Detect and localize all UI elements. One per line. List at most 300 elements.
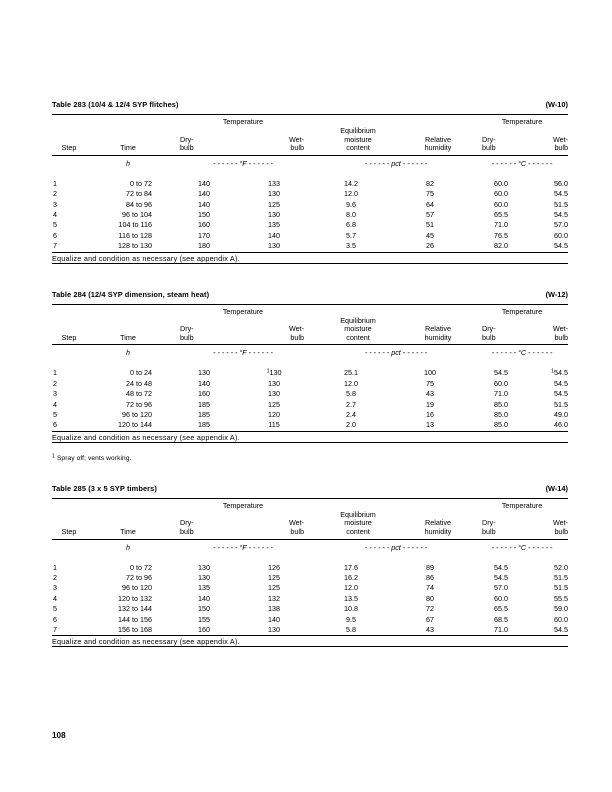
cell-dry-bulb-f: 130 [198, 573, 210, 583]
cell-wet-bulb-c: 54.5 [554, 210, 569, 219]
cell-wet-bulb-f: 133 [268, 178, 280, 188]
header-dry-bulb-f-line2: bulb [180, 332, 194, 342]
cell-dry-bulb-c: 85.0 [494, 399, 509, 409]
cell-wet-bulb-c: 54.5 [554, 189, 569, 199]
cell-wet-bulb-f: 130 [268, 189, 280, 199]
cell-wet-bulb-c: 56.0 [554, 178, 569, 188]
cell-dry-bulb-f: 140 [198, 178, 210, 188]
table-283-equalize-note: Equalize and condition as necessary (see appendix A). [52, 253, 240, 263]
cell-wet-bulb-f: 130 [268, 241, 280, 251]
cell-emc: 5.8 [346, 625, 357, 635]
units-fahrenheit: - - - - - - °F - - - - - - [213, 348, 273, 358]
table-gap [52, 264, 568, 290]
cell-emc: 6.8 [346, 220, 357, 230]
header-emc [316, 317, 400, 345]
header-emc-line2: moisture [344, 518, 372, 528]
cell-wet-bulb-c: 59.0 [554, 604, 569, 614]
cell-wet-bulb-c: 51.5 [554, 583, 569, 593]
header-wet-bulb-f-line2: bulb [290, 527, 305, 537]
table-285-equalize-note: Equalize and condition as necessary (see appendix A). [52, 637, 240, 647]
cell-wet-bulb-f: 125 [268, 199, 280, 209]
table-283-header-row [52, 127, 568, 155]
cell-step: 1 [53, 562, 57, 572]
header-temperature-c: Temperature [501, 500, 543, 510]
cell-rh: 72 [426, 604, 435, 614]
cell-wet-bulb-c-value: 54.5 [554, 368, 569, 378]
cell-rh: 16 [426, 410, 435, 420]
spacer-cell [86, 115, 170, 127]
table-row [52, 583, 568, 593]
cell-emc: 2.7 [346, 399, 357, 409]
cell-dry-bulb-f: 140 [198, 378, 210, 388]
cell-step: 5 [53, 604, 57, 614]
cell-rh: 43 [426, 389, 435, 399]
footnote-marker: 1 [551, 368, 555, 375]
header-wet-bulb-f [238, 511, 316, 539]
cell-emc: 13.5 [344, 593, 359, 603]
cell-dry-bulb-c: 65.5 [494, 210, 509, 219]
table-row [52, 241, 568, 251]
cell-step: 3 [53, 583, 57, 593]
cell-step: 7 [53, 625, 57, 635]
header-time: Time [120, 332, 136, 342]
cell-step: 2 [53, 189, 57, 199]
table-284-units-row [52, 345, 568, 360]
table-284 [52, 305, 568, 345]
header-rh-line2: humidity [424, 143, 452, 153]
cell-dry-bulb-c: 85.0 [494, 410, 509, 420]
header-emc-line1: Equilibrium [340, 126, 376, 135]
header-emc-line2: moisture [344, 134, 372, 144]
cell-rh: 75 [426, 378, 435, 388]
cell-dry-bulb-c: 65.5 [494, 604, 509, 614]
cell-dry-bulb-f: 155 [198, 614, 210, 624]
table-284-code: (W-12) [545, 289, 568, 299]
table-283-group-header-row [52, 115, 568, 127]
cell-rh: 74 [426, 583, 435, 593]
header-wet-bulb-c-line2: bulb [554, 527, 569, 537]
table-285 [52, 499, 568, 539]
cell-rh: 19 [426, 399, 435, 409]
cell-time: 128 to 130 [118, 241, 152, 251]
cell-time: 96 to 120 [122, 410, 152, 420]
cell-emc: 12.0 [344, 583, 359, 593]
header-wet-bulb-c-line1: Wet- [552, 134, 569, 144]
cell-step: 3 [53, 389, 57, 399]
table-row [52, 555, 568, 573]
cell-dry-bulb-c: 54.5 [494, 368, 509, 378]
cell-time: 144 to 156 [118, 614, 152, 624]
table-284-footnote [52, 455, 568, 462]
cell-dry-bulb-c: 60.0 [494, 199, 509, 209]
table-283-units-row [52, 156, 568, 171]
cell-dry-bulb-c: 85.0 [494, 420, 509, 430]
cell-emc: 17.6 [344, 562, 359, 572]
table-row [52, 604, 568, 614]
cell-rh: 13 [426, 420, 435, 430]
cell-wet-bulb-c: 51.5 [554, 399, 569, 409]
cell-dry-bulb-c: 68.5 [494, 614, 509, 624]
header-emc [316, 511, 400, 539]
cell-wet-bulb-c: 51.5 [554, 199, 569, 209]
table-285-units-row [52, 540, 568, 555]
cell-step: 7 [53, 241, 57, 251]
header-rh-line2: humidity [424, 527, 452, 537]
table-285-bottom-rule [52, 646, 568, 647]
table-283-title: Table 283 (10/4 & 12/4 SYP flitches) [52, 100, 179, 109]
cell-wet-bulb-c: 54.5 [554, 389, 569, 399]
cell-dry-bulb-f: 140 [198, 593, 210, 603]
table-row [52, 360, 568, 378]
cell-step: 6 [53, 230, 57, 240]
cell-rh: 82 [426, 178, 435, 188]
spacer-cell [86, 305, 170, 317]
footnote-marker: 1 [52, 453, 55, 460]
units-celsius: - - - - - - °C - - - - - - [491, 158, 553, 168]
cell-wet-bulb-c [528, 360, 568, 378]
cell-dry-bulb-c: 76.5 [494, 230, 509, 240]
units-spacer [52, 540, 86, 555]
cell-wet-bulb-f: 140 [268, 230, 280, 240]
cell-step: 6 [53, 614, 57, 624]
table-row [52, 189, 568, 199]
table-row [52, 210, 568, 220]
units-time: h [126, 348, 130, 358]
header-dry-bulb-c-line2: bulb [482, 143, 496, 153]
table-283-body [52, 156, 568, 252]
cell-wet-bulb-f: 130 [268, 625, 280, 635]
cell-dry-bulb-c: 60.0 [494, 189, 509, 199]
cell-dry-bulb-f: 185 [198, 420, 210, 430]
table-285-title: Table 285 (3 x 5 SYP timbers) [52, 483, 157, 493]
header-emc-line3: content [346, 143, 370, 153]
header-relative-humidity [400, 511, 476, 539]
header-dry-bulb-c [476, 317, 528, 345]
table-283-title-row [52, 100, 568, 114]
units-time: h [126, 158, 130, 168]
header-emc-line3: content [346, 332, 370, 342]
cell-emc: 2.0 [346, 420, 357, 430]
units-pct: - - - - - - pct - - - - - - [364, 348, 428, 358]
cell-dry-bulb-f: 185 [198, 399, 210, 409]
cell-dry-bulb-f: 150 [198, 604, 210, 614]
cell-time: 84 to 96 [126, 199, 152, 209]
cell-dry-bulb-f: 160 [198, 389, 210, 399]
header-rh-line2: humidity [424, 332, 452, 342]
cell-dry-bulb-c: 54.5 [494, 562, 509, 572]
cell-step: 4 [53, 210, 57, 219]
cell-wet-bulb-f: 130 [268, 389, 280, 399]
cell-time: 72 to 84 [126, 189, 152, 199]
spacer-cell [400, 499, 476, 511]
header-step: Step [61, 143, 77, 153]
header-step: Step [61, 332, 77, 342]
table-block-283 [52, 100, 568, 264]
table-283-code: (W-10) [545, 100, 568, 109]
header-step: Step [61, 527, 77, 537]
table-row [52, 420, 568, 430]
cell-time: 0 to 72 [130, 178, 152, 188]
cell-wet-bulb-f: 125 [268, 583, 280, 593]
cell-time: 104 to 116 [118, 220, 152, 230]
header-dry-bulb-c [476, 127, 528, 155]
header-dry-bulb-f-line2: bulb [180, 527, 194, 537]
header-wet-bulb-f-line1: Wet- [288, 324, 305, 334]
table-block-285 [52, 484, 568, 648]
cell-step: 4 [53, 593, 57, 603]
cell-time: 132 to 144 [118, 604, 152, 614]
header-dry-bulb-c [476, 511, 528, 539]
cell-rh: 67 [426, 614, 435, 624]
units-spacer [52, 345, 86, 360]
cell-wet-bulb-c: 60.0 [554, 230, 569, 240]
cell-rh: 43 [426, 625, 435, 635]
cell-emc: 9.6 [346, 199, 357, 209]
cell-time: 96 to 104 [122, 210, 152, 219]
cell-rh: 86 [426, 573, 435, 583]
cell-dry-bulb-c: 71.0 [494, 220, 509, 230]
cell-dry-bulb-f: 140 [198, 199, 210, 209]
cell-wet-bulb-f: 126 [268, 562, 280, 572]
table-284-title: Table 284 (12/4 SYP dimension, steam heat) [52, 289, 210, 299]
cell-wet-bulb-c: 60.0 [554, 614, 569, 624]
cell-step: 4 [53, 399, 57, 409]
cell-step: 2 [53, 378, 57, 388]
units-fahrenheit: - - - - - - °F - - - - - - [213, 542, 273, 552]
header-emc [316, 127, 400, 155]
cell-wet-bulb-f: 130 [268, 378, 280, 388]
page-number: 108 [52, 731, 66, 740]
table-285-header-row [52, 511, 568, 539]
spacer-cell [86, 499, 170, 511]
cell-dry-bulb-f: 170 [198, 230, 210, 240]
cell-time: 120 to 132 [118, 593, 152, 603]
header-dry-bulb-f-line2: bulb [180, 143, 194, 153]
table-285-group-header-row [52, 499, 568, 511]
header-wet-bulb-c [528, 317, 568, 345]
table-row [52, 389, 568, 399]
header-wet-bulb-c [528, 511, 568, 539]
cell-time: 24 to 48 [126, 378, 152, 388]
cell-wet-bulb-f-value: 130 [269, 368, 282, 378]
header-wet-bulb-c-line2: bulb [554, 332, 569, 342]
spacer-cell [400, 115, 476, 127]
cell-time: 72 to 96 [126, 573, 152, 583]
cell-emc: 3.5 [346, 241, 357, 251]
cell-rh: 89 [426, 562, 435, 572]
cell-emc: 25.1 [344, 368, 359, 378]
header-dry-bulb-c-line1: Dry- [482, 134, 496, 144]
units-time: h [126, 542, 130, 552]
footnote-text: Spray off; vents working. [56, 454, 132, 462]
cell-dry-bulb-c: 60.0 [494, 178, 509, 188]
header-wet-bulb-c [528, 127, 568, 155]
table-row [52, 200, 568, 210]
cell-dry-bulb-f: 135 [198, 583, 210, 593]
header-temperature-c: Temperature [501, 306, 543, 316]
cell-dry-bulb-f: 130 [198, 368, 210, 378]
table-283 [52, 115, 568, 155]
spacer-cell [52, 305, 86, 317]
cell-dry-bulb-f: 130 [198, 562, 210, 572]
table-284-body [52, 345, 568, 430]
cell-dry-bulb-f: 150 [198, 210, 210, 219]
table-row [52, 171, 568, 189]
header-wet-bulb-f [238, 127, 316, 155]
units-celsius: - - - - - - °C - - - - - - [491, 542, 553, 552]
table-row [52, 220, 568, 230]
cell-emc: 14.2 [344, 178, 359, 188]
table-285-title-row [52, 484, 568, 498]
header-relative-humidity [400, 127, 476, 155]
cell-dry-bulb-c: 57.0 [494, 583, 509, 593]
cell-wet-bulb-f: 138 [268, 604, 280, 614]
cell-rh: 51 [426, 220, 435, 230]
cell-step: 1 [53, 368, 57, 378]
cell-wet-bulb-c: 54.5 [554, 241, 569, 251]
table-284-bottom-rule [52, 442, 568, 443]
cell-wet-bulb-f: 115 [268, 420, 280, 430]
cell-rh: 100 [424, 368, 437, 378]
table-row [52, 379, 568, 389]
cell-wet-bulb-c: 52.0 [554, 562, 569, 572]
header-dry-bulb-f [170, 127, 238, 155]
table-row [52, 410, 568, 420]
header-wet-bulb-f-line1: Wet- [288, 518, 305, 528]
table-284-header-row [52, 317, 568, 345]
cell-wet-bulb-c: 54.5 [554, 378, 569, 388]
units-fahrenheit: - - - - - - °F - - - - - - [213, 158, 273, 168]
cell-dry-bulb-c: 71.0 [494, 625, 509, 635]
header-dry-bulb-f-line1: Dry- [180, 324, 194, 334]
cell-emc: 16.2 [344, 573, 359, 583]
cell-rh: 45 [426, 230, 435, 240]
cell-rh: 80 [426, 593, 435, 603]
units-pct: - - - - - - pct - - - - - - [364, 158, 428, 168]
table-row [52, 594, 568, 604]
header-wet-bulb-f [238, 317, 316, 345]
cell-wet-bulb-f: 120 [268, 410, 280, 420]
cell-time: 0 to 24 [130, 368, 152, 378]
header-dry-bulb-f-line1: Dry- [180, 518, 194, 528]
cell-emc: 10.8 [344, 604, 359, 614]
cell-wet-bulb-c: 51.5 [554, 573, 569, 583]
table-row [52, 573, 568, 583]
header-dry-bulb-f [170, 317, 238, 345]
cell-step: 2 [53, 573, 57, 583]
cell-dry-bulb-c: 82.0 [494, 241, 509, 251]
header-wet-bulb-c-line1: Wet- [552, 324, 569, 334]
header-emc-line1: Equilibrium [340, 509, 376, 519]
footnote-marker: 1 [266, 368, 270, 375]
cell-dry-bulb-f: 160 [198, 220, 210, 230]
cell-wet-bulb-f: 132 [268, 593, 280, 603]
units-celsius: - - - - - - °C - - - - - - [491, 348, 553, 358]
cell-wet-bulb-c: 55.5 [554, 593, 569, 603]
header-wet-bulb-f-line1: Wet- [288, 134, 305, 144]
header-rh-line1: Relative [425, 324, 451, 334]
cell-dry-bulb-f: 180 [198, 241, 210, 251]
cell-time: 120 to 144 [118, 420, 152, 430]
header-wet-bulb-f-line2: bulb [290, 332, 305, 342]
header-dry-bulb-c-line2: bulb [482, 332, 496, 342]
header-dry-bulb-f-line1: Dry- [180, 134, 194, 144]
header-relative-humidity [400, 317, 476, 345]
header-wet-bulb-f-line2: bulb [290, 143, 305, 153]
header-dry-bulb-c-line2: bulb [482, 527, 496, 537]
header-temperature-c: Temperature [501, 117, 543, 126]
cell-emc: 5.8 [346, 389, 357, 399]
cell-wet-bulb-f [238, 360, 316, 378]
cell-time: 0 to 72 [130, 562, 152, 572]
table-row [52, 400, 568, 410]
table-row [52, 625, 568, 635]
header-emc-line3: content [346, 527, 370, 537]
cell-emc: 8.0 [346, 210, 357, 219]
cell-wet-bulb-c: 57.0 [554, 220, 569, 230]
cell-rh: 57 [426, 210, 435, 219]
cell-dry-bulb-c: 60.0 [494, 593, 509, 603]
page-content [52, 100, 568, 647]
table-row [52, 231, 568, 241]
units-pct: - - - - - - pct - - - - - - [364, 542, 428, 552]
header-rh-line1: Relative [425, 134, 451, 144]
spacer-cell [52, 115, 86, 127]
cell-emc: 12.0 [344, 378, 359, 388]
cell-emc: 12.0 [344, 189, 359, 199]
table-block-284 [52, 290, 568, 462]
cell-wet-bulb-f: 125 [268, 399, 280, 409]
table-285-body [52, 540, 568, 636]
table-284-equalize-note: Equalize and condition as necessary (see appendix A). [52, 432, 240, 442]
cell-step: 5 [53, 220, 57, 230]
header-wet-bulb-c-line1: Wet- [552, 518, 569, 528]
cell-dry-bulb-f: 160 [198, 625, 210, 635]
cell-time: 48 to 72 [126, 389, 152, 399]
cell-wet-bulb-c: 49.0 [554, 410, 569, 420]
header-temperature-f: Temperature [222, 117, 264, 126]
cell-rh: 26 [426, 241, 435, 251]
header-temperature-f: Temperature [222, 306, 264, 316]
units-spacer [52, 156, 86, 171]
cell-wet-bulb-c: 54.5 [554, 625, 569, 635]
footnote-gap [52, 462, 568, 484]
cell-wet-bulb-f: 125 [268, 573, 280, 583]
cell-rh: 64 [426, 199, 435, 209]
header-time: Time [120, 143, 136, 153]
header-time: Time [120, 527, 136, 537]
cell-dry-bulb-c: 54.5 [494, 573, 509, 583]
cell-step: 6 [53, 420, 57, 430]
cell-time: 156 to 168 [118, 625, 152, 635]
cell-wet-bulb-f: 140 [268, 614, 280, 624]
table-row [52, 615, 568, 625]
cell-dry-bulb-f: 185 [198, 410, 210, 420]
cell-emc: 5.7 [346, 230, 357, 240]
cell-step: 5 [53, 410, 57, 420]
table-284-title-row [52, 290, 568, 304]
header-dry-bulb-c-line1: Dry- [482, 324, 496, 334]
cell-rh: 75 [426, 189, 435, 199]
cell-step: 3 [53, 199, 57, 209]
cell-wet-bulb-c: 46.0 [554, 420, 569, 430]
spacer-cell [400, 305, 476, 317]
cell-time: 116 to 128 [118, 230, 152, 240]
cell-dry-bulb-c: 60.0 [494, 378, 509, 388]
header-temperature-f: Temperature [222, 500, 264, 510]
cell-dry-bulb-f: 140 [198, 189, 210, 199]
header-emc-line2: moisture [344, 324, 372, 334]
